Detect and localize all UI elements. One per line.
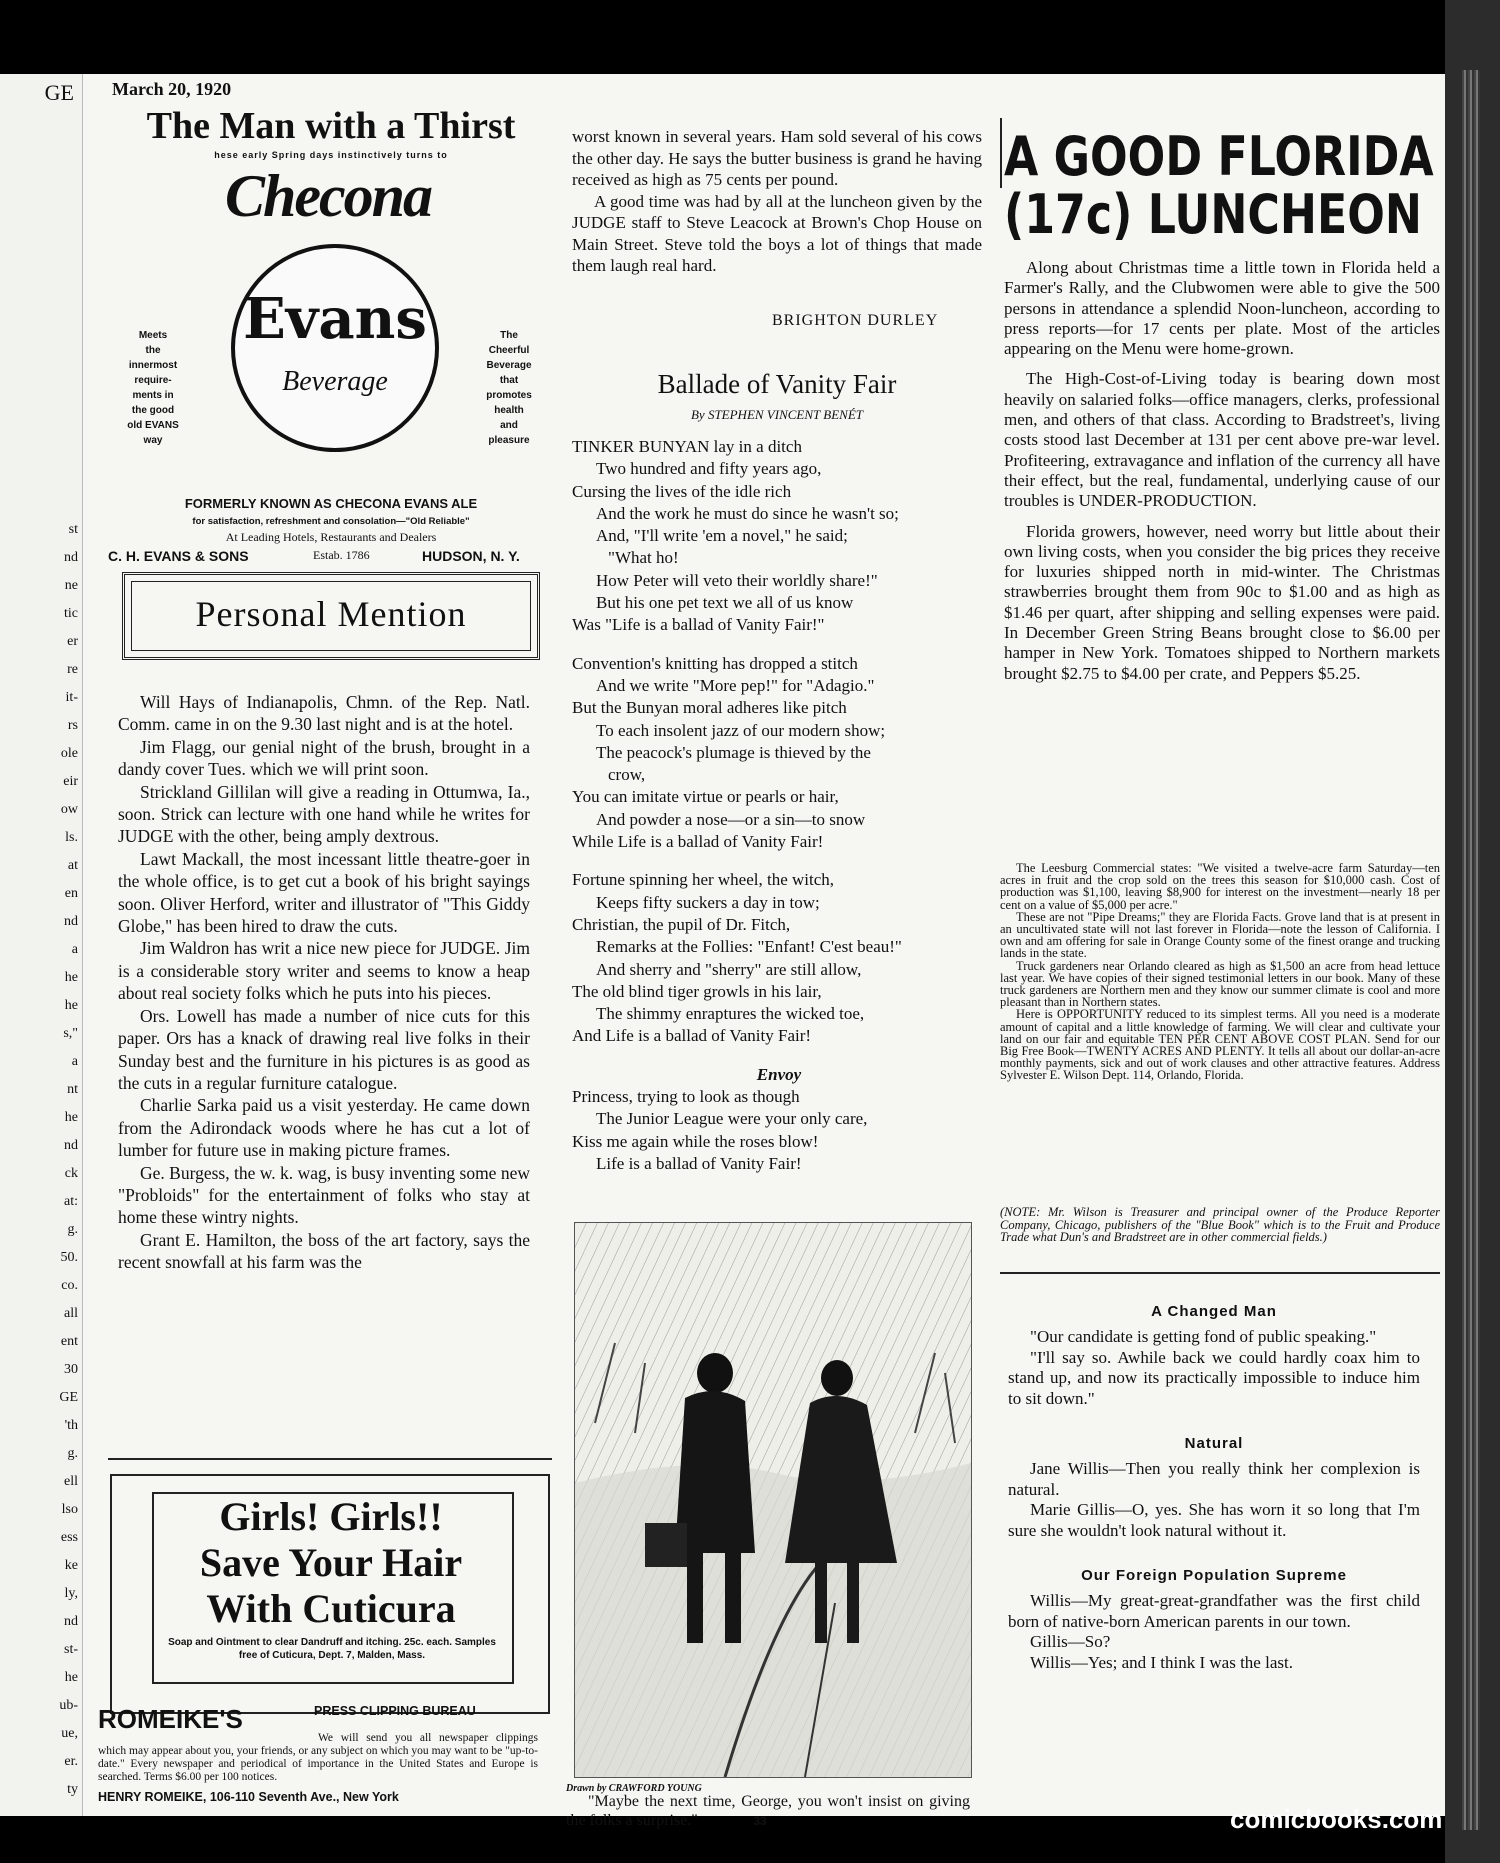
watermark: comicbooks.com xyxy=(1230,1804,1443,1834)
facing-page-fragment: he xyxy=(64,998,78,1013)
poem-line: And Life is a ballad of Vanity Fair! xyxy=(572,1026,812,1046)
ballade-byline: By STEPHEN VINCENT BENÉT xyxy=(690,407,863,422)
checona-right-line: Beverage xyxy=(486,360,532,371)
facing-page-fragment: nd xyxy=(64,1138,78,1153)
personal-mention-paragraph: Will Hays of Indianapolis, Chmn. of the Rep. Natl. Comm. came in on the 9.30 last night and is at the hotel. xyxy=(118,692,530,735)
facing-page-fragment: he xyxy=(64,1670,78,1685)
facing-page-fragment: it- xyxy=(65,690,78,705)
romeike-name: ROMEIKE'S xyxy=(98,1704,243,1734)
poem-line: "What ho! xyxy=(608,548,679,568)
florida-paragraph: The High-Cost-of-Living today is bearing down most heavily on salaried folks—office managers, clerks, professional men, and others of that class. According to Bradstreet's, living costs stood last December at 131 per cent above pre-war level. Profiteering, extravagance and inflation of the currency all have their effect, but the real, fundamental, underlying cause of our troubles is UNDER-PRODUCTION. xyxy=(1004,369,1440,511)
facing-page-fragment: GE xyxy=(59,1390,78,1405)
joke-line: Willis—Yes; and I think I was the last. xyxy=(1030,1653,1293,1673)
checona-brand: Checona xyxy=(224,163,432,229)
facing-page-fragment: ell xyxy=(64,1474,78,1489)
florida-paragraph: Florida growers, however, need worry but little about their own living costs, when you consider the big prices they receive for luxuries shipped north in mid-winter. The Christmas strawberries brought them from 90c to $1.00 and as high as $1.46 per quart, after shipping and selling expenses were paid. In December Green String Beans brought close to $6.00 per hamper in New York. Tomatoes shipped to Northern markets brought $2.75 to $4.00 per crate, and Peppers $5.25. xyxy=(1004,521,1440,683)
joke-line: Gillis—So? xyxy=(1030,1632,1111,1652)
facing-page-fragment: ne xyxy=(64,578,78,593)
joke-line: "I'll say so. Awhile back we could hardly coax him to stand up, and now its practically impossible to induce him to sit down." xyxy=(1008,1347,1420,1409)
facing-page-fragment: tic xyxy=(64,606,78,621)
poem-line: And we write "More pep!" for "Adagio." xyxy=(596,675,875,695)
poem-line: Fortune spinning her wheel, the witch, xyxy=(572,870,835,890)
personal-mention-paragraph: Jim Flagg, our genial night of the brush, brought in a dandy cover Tues. which we will print soon. xyxy=(118,736,530,780)
cartoon-caption: "Maybe the next time, George, you won't insist on giving the folks a surprise." xyxy=(566,1793,970,1829)
facing-page-fragment: en xyxy=(64,886,78,901)
romeike-body: We will send you all newspaper clippings which may appear about you, your friends, or any subject on which you may want to be "up-to-date." Every newspaper and periodical of importance in the United States and Europe is searched. Terms $6.00 per 100 notices. xyxy=(98,1732,538,1783)
checona-right-line: The xyxy=(500,330,518,341)
poem-line: And powder a nose—or a sin—to snow xyxy=(596,809,866,829)
facing-page-fragment: co. xyxy=(61,1278,78,1293)
facing-page-fragment: ke xyxy=(64,1558,78,1573)
facing-page-fragment: 'th xyxy=(64,1418,78,1433)
facing-page-fragment: g. xyxy=(67,1446,78,1461)
divider xyxy=(108,1458,552,1460)
poem-line: The peacock's plumage is thieved by the xyxy=(596,742,871,762)
personal-mention-box xyxy=(122,572,540,660)
checona-formerly: FORMERLY KNOWN AS CHECONA EVANS ALE xyxy=(184,496,478,511)
col2-continuation xyxy=(572,126,982,277)
facing-page-fragment: ue, xyxy=(61,1726,78,1741)
facing-page-fragment: all xyxy=(64,1306,78,1321)
facing-page-fragment: at: xyxy=(64,1194,78,1209)
facing-page-fragment: he xyxy=(64,970,78,985)
facing-page-fragment: st xyxy=(68,522,78,537)
facing-page-fragment: nt xyxy=(67,1082,78,1097)
facing-page-fragment: ess xyxy=(60,1530,78,1545)
facing-page-fragment: a xyxy=(71,1054,78,1069)
page-stack xyxy=(1462,70,1480,1830)
poem-line: And the work he must do since he wasn't so; xyxy=(596,503,899,523)
poem-line: Cursing the lives of the idle rich xyxy=(572,481,792,501)
facing-page-fragment: ub- xyxy=(59,1698,78,1713)
checona-left-text xyxy=(108,328,198,448)
poem-line: Christian, the pupil of Dr. Fitch, xyxy=(572,914,791,934)
joke-line: Marie Gillis—O, yes. She has worn it so long that I'm sure she wouldn't look natural without it. xyxy=(1008,1500,1420,1541)
personal-mention-body xyxy=(118,691,530,1274)
evans-logo xyxy=(231,244,439,452)
checona-at-leading: At Leading Hotels, Restaurants and Dealers xyxy=(225,530,437,544)
checona-estab: Estab. 1786 xyxy=(313,548,370,562)
poem-line: The Junior League were your only care, xyxy=(596,1109,868,1129)
divider xyxy=(1000,1272,1440,1274)
column-paragraph: A good time was had by all at the luncheon given by the JUDGE staff to Steve Leacock at Brown's Chop House on Main Street. Steve told the boys a lot of things that made them laugh real hard. xyxy=(572,191,982,275)
poem-line: Remarks at the Follies: "Enfant! C'est beau!" xyxy=(596,937,902,957)
poem-line: The old blind tiger growls in his lair, xyxy=(572,981,822,1001)
checona-headline: The Man with a Thirst xyxy=(146,105,516,147)
facing-page-fragment: st- xyxy=(64,1642,78,1657)
florida-headline-1: A GOOD FLORIDA xyxy=(1004,125,1434,188)
facing-page-fragment: s," xyxy=(63,1026,78,1041)
poem-line: crow, xyxy=(608,765,646,785)
florida-paragraph: Along about Christmas time a little town in Florida held a Farmer's Rally, and the Clubwomen were able to give the 500 persons in attendance a splendid Noon-luncheon, according to press reports—for 17 cents per plate. Most of the articles appearing on the Menu were home-grown. xyxy=(1004,258,1440,359)
evans-logo-subtext: Beverage xyxy=(282,366,388,397)
facing-page-fragment: 30 xyxy=(64,1362,78,1377)
checona-right-text xyxy=(464,328,554,448)
facing-page-fragment: at xyxy=(67,858,78,873)
checona-right-line: and xyxy=(500,420,518,431)
checona-city: HUDSON, N. Y. xyxy=(422,548,520,564)
evans-logo-text: Evans xyxy=(243,286,427,352)
florida-fine-print xyxy=(1000,862,1440,1082)
cuticura-fine-print: Soap and Ointment to clear Dandruff and itching. 25c. each. Samples free of Cuticura, Dept. 7, Malden, Mass. xyxy=(168,1637,496,1661)
facing-page-fragment: er xyxy=(67,634,78,649)
cartoon-illustration xyxy=(575,1223,971,1777)
cuticura-line2: Save Your Hair xyxy=(199,1540,463,1585)
facing-page-fragment: eir xyxy=(63,774,78,789)
facing-page-fragment: lso xyxy=(61,1502,78,1517)
cuticura-line3: With Cuticura xyxy=(206,1586,456,1631)
facing-page-edge xyxy=(0,74,83,1816)
poem-line: But the Bunyan moral adheres like pitch xyxy=(572,698,847,718)
romeike-ad xyxy=(98,1704,538,1808)
facing-page-fragment: er. xyxy=(64,1754,78,1769)
column-divider xyxy=(1000,118,1002,188)
poem-line: You can imitate virtue or pearls or hair, xyxy=(572,787,839,807)
checona-right-line: health xyxy=(494,405,524,416)
checona-subline: hese early Spring days instinctively turns to xyxy=(214,150,448,160)
poem-line: Convention's knitting has dropped a stitch xyxy=(572,653,858,673)
facing-page-fragment: he xyxy=(64,1110,78,1125)
poem-line: Two hundred and fifty years ago, xyxy=(596,459,822,479)
florida-headline-2: (17c) LUNCHEON xyxy=(1004,183,1422,246)
joke-line: "Our candidate is getting fond of public speaking." xyxy=(1030,1326,1377,1346)
florida-fine-paragraph: These are not "Pipe Dreams;" they are Florida Facts. Grove land that is at present in an uncultivated state will not last forever in Florida—note the lesson of California. I own and am offering for sale in Orange County some of the finest orange and trucking lands in the state. xyxy=(1000,909,1440,961)
poem-line: The shimmy enraptures the wicked toe, xyxy=(596,1004,865,1024)
poem-line: To each insolent jazz of our modern show; xyxy=(596,720,886,740)
poem-line: Princess, trying to look as though xyxy=(572,1087,800,1107)
ballade-body xyxy=(572,436,986,1175)
checona-ad xyxy=(108,104,554,614)
poem-line: And sherry and "sherry" are still allow, xyxy=(596,959,862,979)
checona-tagline: for satisfaction, refreshment and consolation—"Old Reliable" xyxy=(192,516,470,527)
jokes-section xyxy=(1008,1302,1420,1674)
checona-left-line: the good xyxy=(131,405,175,416)
florida-body xyxy=(1004,258,1440,684)
issue-date: March 20, 1920 xyxy=(112,79,232,99)
poem-line: And, "I'll write 'em a novel," he said; xyxy=(596,526,848,546)
checona-left-line: old EVANS xyxy=(127,420,179,431)
facing-page-fragment: ly, xyxy=(64,1586,78,1601)
facing-page-fragment: GE xyxy=(44,80,74,105)
facing-page-fragment: rs xyxy=(67,718,78,733)
florida-fine-paragraph: Here is OPPORTUNITY reduced to its simplest terms. All you need is a moderate amount of capital and a little knowledge of farming. We will clear and cultivate your land on our fair and equitable TEN PER CENT ABOVE COST PLAN. Send for our Big Free Book—TWENTY ACRES AND PLENTY. It tells all about our dollar-an-acre monthly payments, sick and out of work clauses and other attractive features. Address Sylvester E. Wilson Dept. 114, Orlando, Florida. xyxy=(1000,1007,1440,1083)
checona-left-line: require- xyxy=(134,375,172,386)
facing-page-fragment: ow xyxy=(60,802,78,817)
checona-right-line: promotes xyxy=(486,390,532,401)
column-paragraph: worst known in several years. Ham sold several of his cows the other day. He says the butter business is grand he having received as high as 75 cents per pound. xyxy=(572,127,982,189)
personal-mention-paragraph: Charlie Sarka paid us a visit yesterday. He came down from the Adirondack woods where he has cut a lot of lumber for future use in making picture frames. xyxy=(118,1095,530,1161)
romeike-address: HENRY ROMEIKE, 106-110 Seventh Ave., New York xyxy=(98,1790,399,1804)
poem-line: Kiss me again while the roses blow! xyxy=(572,1131,819,1151)
poem-line: How Peter will veto their worldly share!" xyxy=(596,570,878,590)
facing-page-fragment: 50. xyxy=(60,1250,78,1265)
facing-page-fragment: ck xyxy=(64,1166,78,1181)
facing-page-fragment: a xyxy=(71,942,78,957)
joke-title: A Changed Man xyxy=(1151,1303,1277,1320)
facing-page-fragment: ent xyxy=(60,1334,78,1349)
checona-maker: C. H. EVANS & SONS xyxy=(108,548,249,564)
cartoon-credit: Drawn by CRAWFORD YOUNG xyxy=(566,1783,702,1794)
facing-page-fragment: ole xyxy=(60,746,78,761)
personal-mention-paragraph: Strickland Gillilan will give a reading in Ottumwa, Ia., soon. Strick can lecture with one hand while he writes for JUDGE with the other, being amply dextrous. xyxy=(118,781,530,847)
poem-line: But his one pet text we all of us know xyxy=(596,593,854,613)
poem-line: Was "Life is a ballad of Vanity Fair!" xyxy=(572,615,825,635)
checona-right-line: Cheerful xyxy=(488,345,530,356)
facing-page-fragment: nd xyxy=(64,1614,78,1629)
checona-right-line: pleasure xyxy=(488,435,530,446)
florida-note: (NOTE: Mr. Wilson is Treasurer and principal owner of the Produce Reporter Company, Chicago, publishers of the "Blue Book" which is to the Fruit and Produce Trade what Dun's and Bradstreet are in other commercial fields.) xyxy=(1000,1205,1440,1244)
poem-line: Life is a ballad of Vanity Fair! xyxy=(596,1153,802,1173)
poem-line: While Life is a ballad of Vanity Fair! xyxy=(572,832,824,852)
facing-page-fragment: re xyxy=(67,662,78,677)
checona-left-line: the xyxy=(145,345,161,356)
romeike-service: PRESS CLIPPING BUREAU xyxy=(314,1704,476,1718)
facing-page-fragment: nd xyxy=(64,914,78,929)
checona-left-line: ments in xyxy=(132,390,174,401)
personal-mention-paragraph: Jim Waldron has writ a nice new piece for JUDGE. Jim is a considerable story writer and seems to know a heap about real society folks which he puts into his pieces. xyxy=(118,938,530,1004)
facing-page-fragment: ls. xyxy=(65,830,78,845)
checona-right-line: that xyxy=(499,375,519,386)
florida-fine-paragraph: Truck gardeners near Orlando cleared as high as $1,500 an acre from head lettuce last year. We have copies of their signed testimonial letters in our book. Many of these truck gardeners are Northern men and they know our summer climate is cool and more pleasant than in Northern states. xyxy=(1000,958,1440,1010)
personal-mention-paragraph: Grant E. Hamilton, the boss of the art factory, says the recent snowfall at his farm was the xyxy=(118,1229,530,1273)
joke-line: Willis—My great-great-grandfather was the first child born of native-born American parents in our town. xyxy=(1008,1590,1420,1631)
facing-page-fragment: g. xyxy=(67,1222,78,1237)
facing-page-fragment: ty xyxy=(67,1782,78,1797)
florida-fine-paragraph: The Leesburg Commercial states: "We visited a twelve-acre farm Saturday—ten acres in fruit and the crop sold on the trees this season for $10,000 cash. Cost of production was $1,100, leaving $8,900 for interest on the investment—nearly 18 per cent on a value of $5,000 per acre." xyxy=(1000,861,1440,912)
facing-page-fragment: nd xyxy=(64,550,78,565)
personal-mention-paragraph: Ge. Burgess, the w. k. wag, is busy inventing some new "Probloids" for the entertainment of folks who stay at home these wintry nights. xyxy=(118,1162,530,1228)
col2-signature: BRIGHTON DURLEY xyxy=(772,312,939,329)
joke-title: Natural xyxy=(1184,1434,1244,1452)
checona-left-line: Meets xyxy=(138,330,168,341)
joke-line: Jane Willis—Then you really think her complexion is natural. xyxy=(1008,1458,1420,1499)
envoy-title: Envoy xyxy=(756,1064,802,1084)
cuticura-line1: Girls! Girls!! xyxy=(219,1494,443,1539)
personal-mention-title: Personal Mention xyxy=(195,594,467,634)
page-number: 33 xyxy=(753,1814,767,1828)
poem-line: Keeps fifty suckers a day in tow; xyxy=(596,892,820,912)
ballade-title: Ballade of Vanity Fair xyxy=(657,369,897,399)
checona-left-line: way xyxy=(143,435,163,446)
personal-mention-paragraph: Ors. Lowell has made a number of nice cuts for this paper. Ors has a knack of drawing real live folks in their Sunday best and the furniture in his pictures is as good as the cuts in a regular furniture catalogue. xyxy=(118,1005,530,1093)
joke-title: Our Foreign Population Supreme xyxy=(1081,1566,1347,1584)
cartoon-drawing xyxy=(574,1222,972,1778)
poem-line: TINKER BUNYAN lay in a ditch xyxy=(572,437,802,456)
cuticura-ad xyxy=(110,1474,550,1714)
personal-mention-paragraph: Lawt Mackall, the most incessant little theatre-goer in the whole office, is to get cut a book of his bright sayings soon. Oliver Herford, writer and illustrator of "This Giddy Globe," has been hired to draw the cuts. xyxy=(118,848,530,937)
checona-left-line: innermost xyxy=(128,360,178,371)
